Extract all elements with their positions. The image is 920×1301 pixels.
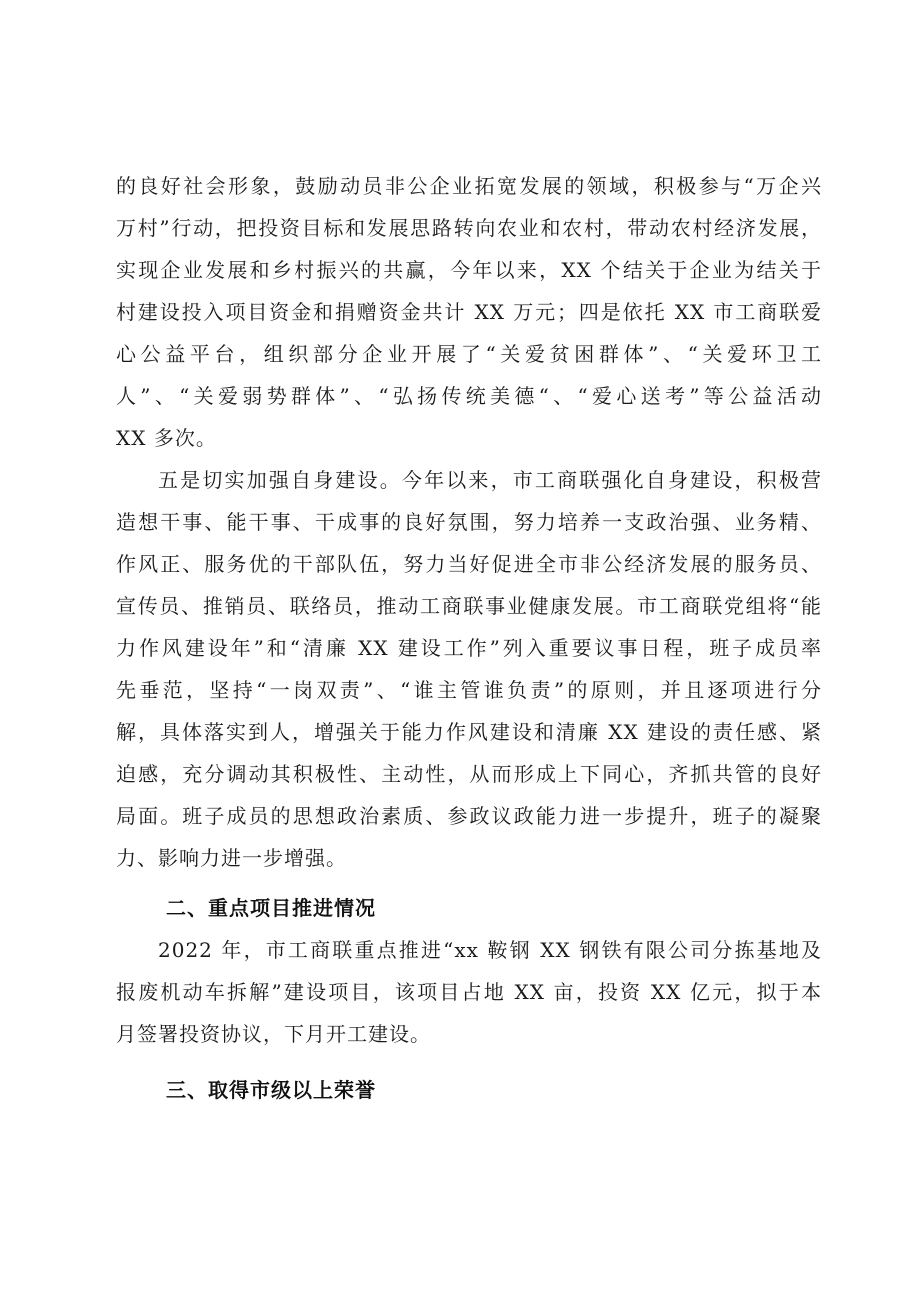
section-heading-two: 二、重点项目推进情况 xyxy=(166,896,376,920)
paragraph-project xyxy=(116,929,822,1055)
text-line: 村建设投入项目资金和捐赠资金共计 XX 万元；四是依托 XX 市工商联爱 xyxy=(116,300,822,324)
text-line: 的良好社会形象，鼓励动员非公企业拓宽发展的领域，积极参与“万企兴 xyxy=(116,174,822,198)
text-line: 实现企业发展和乡村振兴的共赢，今年以来，XX 个结关于企业为结关于 xyxy=(116,258,822,282)
text-line: 力作风建设年”和“清廉 XX 建设工作”列入重要议事日程，班子成员率 xyxy=(116,636,822,660)
text-line: 月签署投资协议，下月开工建设。 xyxy=(116,1022,431,1046)
text-line: 力、影响力进一步增强。 xyxy=(116,846,347,870)
spacer xyxy=(116,879,822,887)
paragraph-five xyxy=(116,459,822,879)
section-heading-three: 三、取得市级以上荣誉 xyxy=(166,1078,376,1102)
text-line: 人”、“关爱弱势群体”、“弘扬传统美德“、“爱心送考”等公益活动 xyxy=(116,384,822,408)
paragraph-continued xyxy=(116,165,822,459)
text-line: 作风正、服务优的干部队伍，努力当好促进全市非公经济发展的服务员、 xyxy=(116,552,822,576)
text-line: 2022 年，市工商联重点推进“xx 鞍钢 XX 钢铁有限公司分拣基地及 xyxy=(158,938,822,962)
spacer xyxy=(116,1055,822,1069)
text-line: 心公益平台，组织部分企业开展了“关爱贫困群体”、“关爱环卫工 xyxy=(116,342,822,366)
text-line: 造想干事、能干事、干成事的良好氛围，努力培养一支政治强、业务精、 xyxy=(116,510,822,534)
text-line: 局面。班子成员的思想政治素质、参政议政能力进一步提升，班子的凝聚 xyxy=(116,804,822,828)
text-line: 五是切实加强自身建设。今年以来，市工商联强化自身建设，积极营 xyxy=(158,468,822,492)
document-body xyxy=(116,165,822,1111)
text-line: 先垂范，坚持“一岗双责”、“谁主管谁负责”的原则，并且逐项进行分 xyxy=(116,678,822,702)
text-line: 解，具体落实到人，增强关于能力作风建设和清廉 XX 建设的责任感、紧 xyxy=(116,720,822,744)
text-line: 迫感，充分调动其积极性、主动性，从而形成上下同心，齐抓共管的良好 xyxy=(116,762,822,786)
text-line: 宣传员、推销员、联络员，推动工商联事业健康发展。市工商联党组将“能 xyxy=(116,594,822,618)
text-line: 万村”行动，把投资目标和发展思路转向农业和农村，带动农村经济发展， xyxy=(116,216,822,240)
text-line: 报废机动车拆解”建设项目，该项目占地 XX 亩，投资 XX 亿元，拟于本 xyxy=(116,980,822,1004)
text-line: XX 多次。 xyxy=(116,426,217,450)
